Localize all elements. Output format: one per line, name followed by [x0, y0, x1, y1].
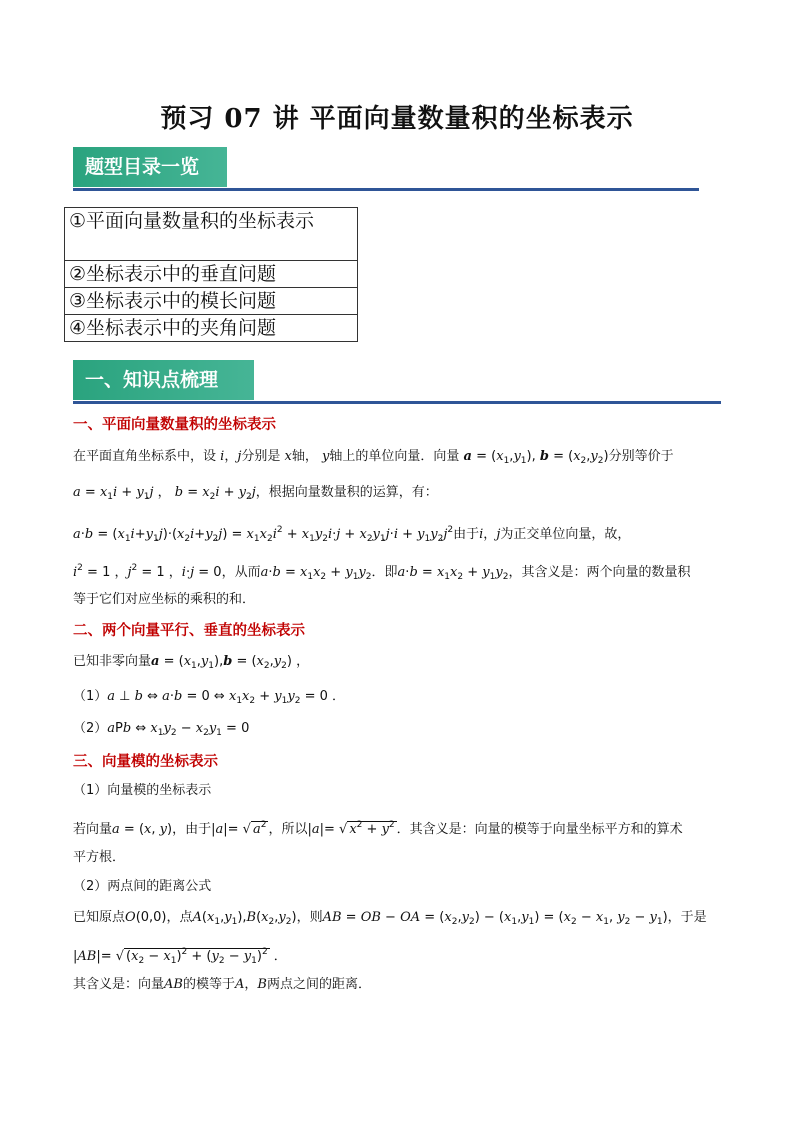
divider — [73, 401, 721, 404]
section-banner-knowledge: 一、知识点梳理 — [73, 360, 254, 400]
para-line: 在平面直角坐标系中，设 i，j分别是 x轴， y轴上的单位向量．向量 $a = (x_1,y_1)$, $b = (x_2,y_2)$分别等价于 — [73, 449, 674, 466]
toc-item-3[interactable]: ③坐标表示中的模长问题 — [65, 288, 357, 315]
para-line: （2）两点间的距离公式 — [73, 879, 212, 894]
toc-table — [64, 207, 358, 342]
para-line: |AB|= √ $(x_2 - x_1)^2 + (y_2 - y_1)^2$ ． — [73, 947, 287, 966]
section-banner-toc: 题型目录一览 — [73, 147, 227, 187]
para-line: 已知原点O(0,0)，点$A(x_1,y_1),B(x_2,y_2)$，则AB = OB − OA = $(x_2,y_2) - (x_1,y_1) = (x_2 - x_1$, $y_2 - y_1$)，于是 — [73, 910, 707, 927]
heading-1: 一、平面向量数量积的坐标表示 — [73, 417, 276, 433]
para-line: $a = x_1i + y_1j$ ， $b = x_2i + y_2j$，根据向量数量积的运算，有： — [73, 485, 438, 502]
para-line: （1）a ⊥ b ⇔ a·b = 0 ⇔ $x_1x_2 + y_1y_2 = 0$ ． — [73, 689, 346, 706]
page-title: 预习 07 讲 平面向量数量积的坐标表示 — [160, 104, 634, 134]
heading-3: 三、向量模的坐标表示 — [73, 754, 218, 770]
toc-item-4[interactable]: ④坐标表示中的夹角问题 — [69, 317, 277, 339]
para-line: （1）向量模的坐标表示 — [73, 783, 212, 798]
para-line: 其含义是：向量AB的模等于A，B两点之间的距离． — [73, 977, 371, 992]
toc-item-1[interactable]: ①平面向量数量积的坐标表示 — [65, 208, 357, 261]
para-line: （2）aPb ⇔ $x_1y_2 - x_2y_1 = 0$ — [73, 721, 250, 738]
divider — [73, 188, 699, 191]
heading-2: 二、两个向量平行、垂直的坐标表示 — [73, 623, 305, 639]
para-line: 已知非零向量$a = (x_1,y_1),b = (x_2,y_2)$ ， — [73, 654, 310, 671]
para-line: 等于它们对应坐标的乘积的和． — [73, 592, 256, 607]
para-line: $a\cdot b = (x_1i+y_1j)\cdot(x_2i+y_2j) = x_1x_2i^2 + x_1y_2i\cdot j + x_2y_1j\cdot i + y_1y_2j^2$由于i，j为正交单位向量，故， — [73, 525, 631, 544]
toc-item-2[interactable]: ②坐标表示中的垂直问题 — [65, 261, 357, 288]
para-line: 若向量a = (x, y)，由于|a|= √ $a^2$ ，所以|a|= √ $x^2 + y^2$ ．其含义是：向量的模等于向量坐标平方和的算术 — [73, 820, 683, 837]
para-line: $i^2 = 1$ ，$j^2 = 1$ ，i·j = 0，从而$a\cdot b = x_1x_2 + y_1y_2$．即$a\cdot b = x_1x_2 + y_1y_2$，其含义是：两个向量的数量积 — [73, 563, 691, 582]
para-line: 平方根． — [73, 850, 126, 865]
